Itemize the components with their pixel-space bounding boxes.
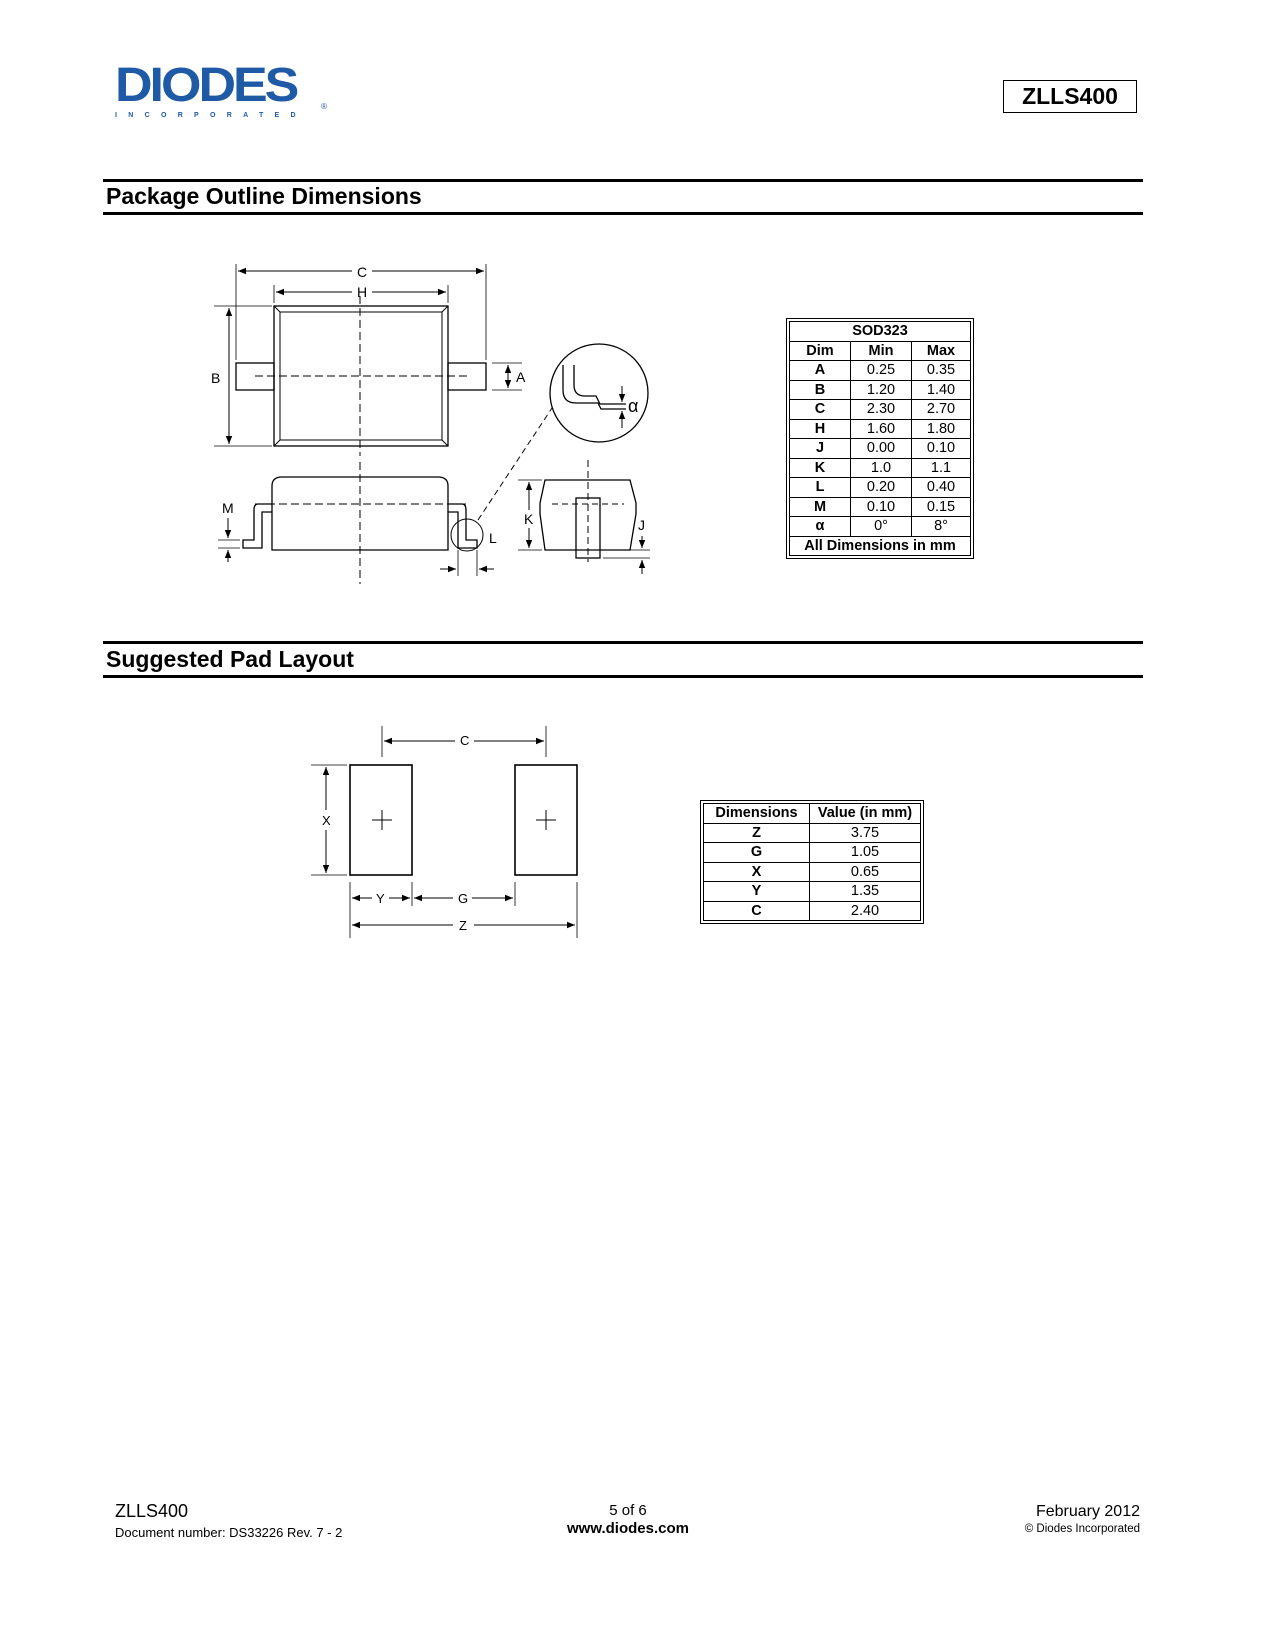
- table-row: [790, 361, 971, 381]
- table-row: [790, 439, 971, 459]
- cell-min: 0°: [851, 517, 912, 537]
- cell-max: 2.70: [912, 400, 971, 420]
- cell-dim: G: [704, 843, 810, 863]
- footer-doc-number: Document number: DS33226 Rev. 7 - 2: [115, 1525, 343, 1540]
- pad-dimension-table: [700, 800, 924, 924]
- logo-registered-mark: ®: [321, 102, 327, 111]
- cell-value: 2.40: [810, 901, 921, 921]
- label-J: J: [638, 517, 645, 533]
- part-number-box: ZLLS400: [1003, 80, 1137, 113]
- section-rule-bottom: [103, 212, 1143, 215]
- cell-max: 1.1: [912, 458, 971, 478]
- cell-dim: α: [790, 517, 851, 537]
- cell-max: 0.35: [912, 361, 971, 381]
- table-row: [704, 862, 921, 882]
- cell-min: 0.10: [851, 497, 912, 517]
- cell-value: 1.05: [810, 843, 921, 863]
- label-B: B: [211, 370, 221, 386]
- cell-value: 0.65: [810, 862, 921, 882]
- cell-dim: B: [790, 380, 851, 400]
- label-K: K: [524, 511, 534, 527]
- table-row: [790, 458, 971, 478]
- table-row: [704, 901, 921, 921]
- table-row: [704, 823, 921, 843]
- pad-label-Z: Z: [459, 918, 467, 933]
- label-A: A: [516, 369, 526, 385]
- section-rule-bottom: [103, 675, 1143, 678]
- label-M: M: [222, 500, 234, 516]
- table-row: [790, 497, 971, 517]
- pad-label-X: X: [322, 813, 331, 828]
- table-row: [704, 843, 921, 863]
- header-max: Max: [912, 341, 971, 361]
- header-dim: Dim: [790, 341, 851, 361]
- sod323-dimension-table: [786, 318, 974, 559]
- header-dimensions: Dimensions: [704, 804, 810, 824]
- diodes-logo: [115, 58, 330, 124]
- section-rule-top: [103, 641, 1143, 644]
- cell-min: 1.0: [851, 458, 912, 478]
- cell-min: 1.20: [851, 380, 912, 400]
- package-outline-drawing: [195, 255, 665, 590]
- cell-dim: A: [790, 361, 851, 381]
- cell-max: 1.40: [912, 380, 971, 400]
- table-row: [790, 419, 971, 439]
- table-row: [790, 517, 971, 537]
- table-row: [704, 882, 921, 902]
- logo-subtitle: INCORPORATED: [115, 112, 307, 119]
- cell-dim: M: [790, 497, 851, 517]
- cell-dim: Z: [704, 823, 810, 843]
- label-H: H: [357, 284, 368, 300]
- header-value: Value (in mm): [810, 804, 921, 824]
- cell-min: 0.20: [851, 478, 912, 498]
- footer-copyright: © Diodes Incorporated: [1024, 1523, 1140, 1535]
- cell-dim: X: [704, 862, 810, 882]
- cell-max: 8°: [912, 517, 971, 537]
- cell-dim: C: [790, 400, 851, 420]
- section-rule-top: [103, 179, 1143, 182]
- cell-dim: L: [790, 478, 851, 498]
- cell-min: 2.30: [851, 400, 912, 420]
- cell-min: 1.60: [851, 419, 912, 439]
- cell-max: 0.15: [912, 497, 971, 517]
- header-min: Min: [851, 341, 912, 361]
- cell-dim: H: [790, 419, 851, 439]
- table-footer: All Dimensions in mm: [790, 536, 971, 556]
- label-L: L: [489, 530, 497, 546]
- cell-value: 1.35: [810, 882, 921, 902]
- cell-value: 3.75: [810, 823, 921, 843]
- cell-min: 0.25: [851, 361, 912, 381]
- cell-max: 0.40: [912, 478, 971, 498]
- table-title: SOD323: [790, 322, 971, 342]
- label-C: C: [357, 264, 368, 280]
- footer-page-number: 5 of 6: [609, 1502, 647, 1519]
- cell-dim: Y: [704, 882, 810, 902]
- cell-max: 1.80: [912, 419, 971, 439]
- label-alpha: α: [628, 396, 639, 416]
- pad-label-C: C: [460, 733, 470, 748]
- footer-date: February 2012: [1035, 1503, 1140, 1520]
- cell-dim: C: [704, 901, 810, 921]
- footer-website-link[interactable]: www.diodes.com: [567, 1520, 689, 1537]
- cell-max: 0.10: [912, 439, 971, 459]
- table-row: [790, 478, 971, 498]
- cell-dim: K: [790, 458, 851, 478]
- section-title-pad: Suggested Pad Layout: [106, 646, 354, 672]
- footer-part-number: ZLLS400: [115, 1501, 189, 1521]
- logo-word: DIODES: [115, 58, 297, 113]
- section-title-outline: Package Outline Dimensions: [106, 183, 422, 209]
- table-row: [790, 400, 971, 420]
- pad-label-G: G: [458, 891, 469, 906]
- pad-layout-drawing: [300, 720, 600, 945]
- cell-dim: J: [790, 439, 851, 459]
- cell-min: 0.00: [851, 439, 912, 459]
- pad-label-Y: Y: [376, 891, 385, 906]
- table-row: [790, 380, 971, 400]
